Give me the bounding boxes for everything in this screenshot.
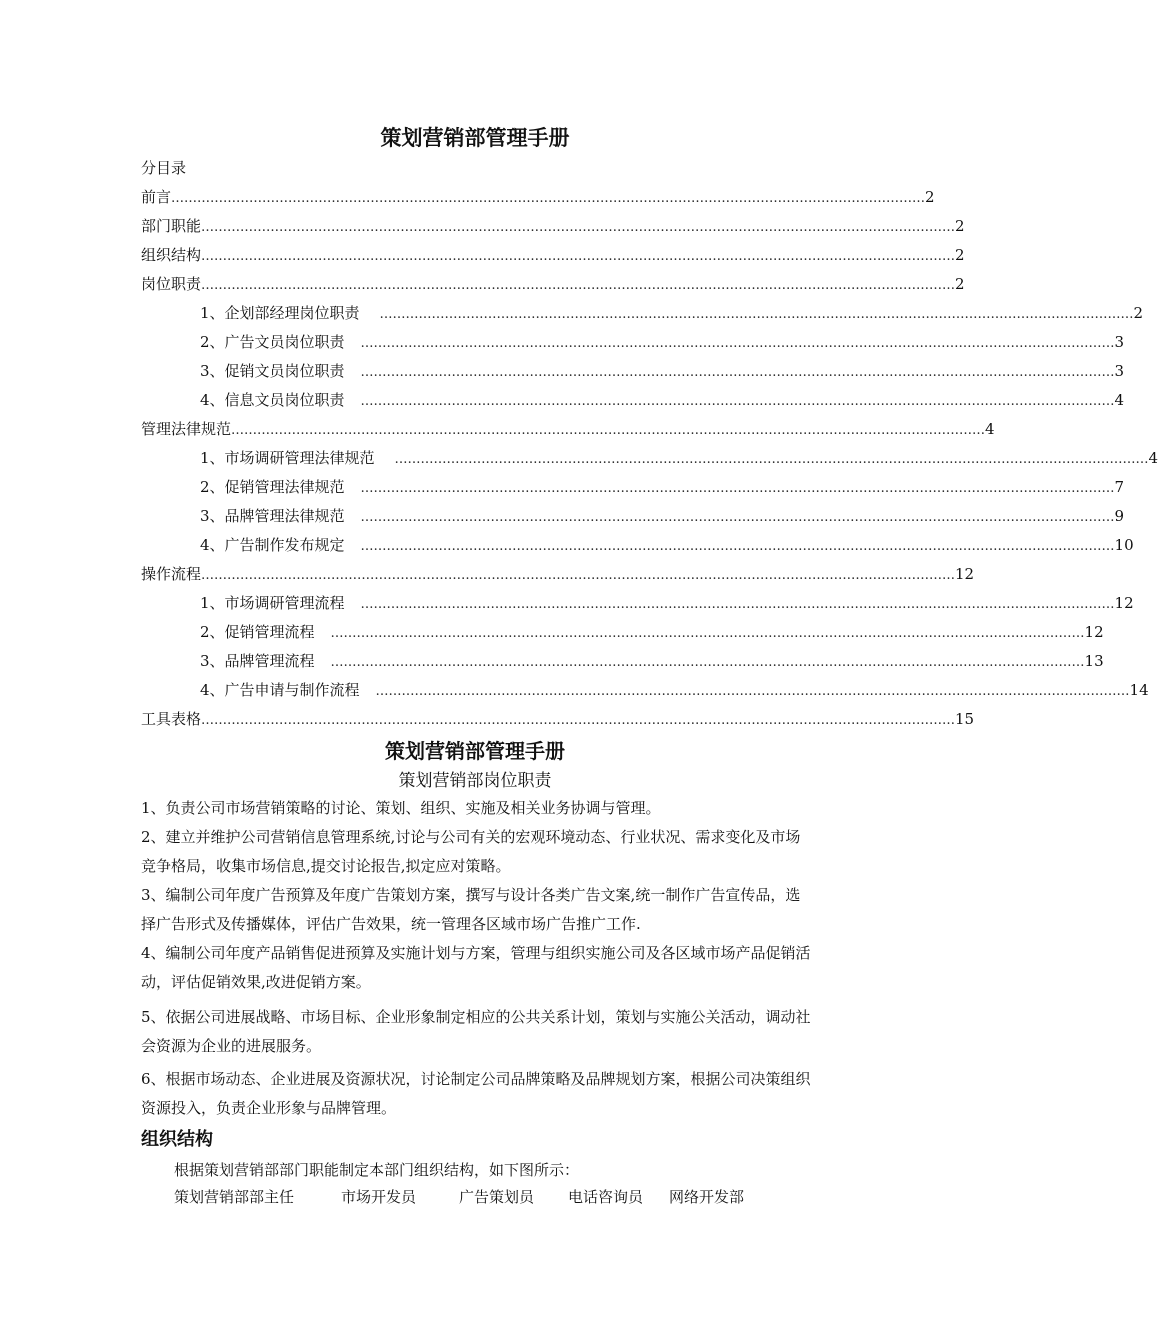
toc-leader-dots: ………………………………………………………………………………………………………………………………………………………… xyxy=(360,510,1115,525)
toc-entry-label: 1、市场调研管理流程 xyxy=(200,594,345,612)
toc-page-number: 13 xyxy=(1084,652,1104,670)
toc-entry-label: 管理法律规范 xyxy=(141,420,232,438)
duty-paragraph-2: 2、建立并维护公司营销信息管理系统,讨论与公司有关的宏观环境动态、行业状况、需求变化及市场竞争格局，收集市场信息,提交讨论报告,拟定应对策略。 xyxy=(141,828,801,875)
toc-leader-dots: ………………………………………………………………………………………………………………………………………………………… xyxy=(379,307,1134,322)
toc-page-number: 12 xyxy=(955,565,975,583)
org-structure-heading: 组织结构 xyxy=(141,1129,213,1150)
toc-entry[interactable] xyxy=(200,650,1104,670)
toc-entry[interactable] xyxy=(200,360,1125,380)
toc-entry[interactable] xyxy=(200,679,1149,699)
toc-leader-dots: ………………………………………………………………………………………………………………………………………………………… xyxy=(201,220,956,235)
section-subtitle: 策划营销部岗位职责 xyxy=(398,771,552,791)
toc-entry-label: 组织结构 xyxy=(141,246,202,264)
toc-page-number: 15 xyxy=(955,710,975,728)
toc-page-number: 2 xyxy=(925,188,935,206)
toc-entry-label: 2、促销管理法律规范 xyxy=(200,478,345,496)
toc-entry[interactable] xyxy=(200,389,1125,409)
org-role: 电话咨询员 xyxy=(568,1188,644,1206)
toc-entry[interactable] xyxy=(200,534,1134,554)
duty-paragraph-1: 1、负责公司市场营销策略的讨论、策划、组织、实施及相关业务协调与管理。 xyxy=(141,799,661,817)
toc-page-number: 3 xyxy=(1114,362,1125,380)
toc-entry[interactable] xyxy=(141,215,965,235)
toc-entry-label: 1、市场调研管理法律规范 xyxy=(200,449,375,467)
toc-entry[interactable] xyxy=(141,563,975,583)
toc-entry-label: 工具表格 xyxy=(141,710,202,728)
toc-page-number: 2 xyxy=(1133,304,1144,322)
duty-paragraph-4: 4、编制公司年度产品销售促进预算及实施计划与方案，管理与组织实施公司及各区域市场产品促销活动，评估促销效果,改进促销方案。 xyxy=(141,944,811,991)
toc-leader-dots: ………………………………………………………………………………………………………………………………………………………… xyxy=(394,452,1149,467)
toc-entry-label: 岗位职责 xyxy=(141,275,202,293)
toc-entry[interactable] xyxy=(200,331,1125,351)
toc-page-number: 4 xyxy=(985,420,995,438)
toc-page-number: 14 xyxy=(1129,681,1149,699)
toc-page-number: 10 xyxy=(1114,536,1134,554)
toc-entry-label: 前言 xyxy=(141,188,172,206)
toc-entry[interactable] xyxy=(200,592,1134,612)
toc-page-number: 9 xyxy=(1114,507,1125,525)
toc-heading: 分目录 xyxy=(141,159,187,177)
toc-entry[interactable] xyxy=(141,244,965,264)
toc-entry-label: 2、促销管理流程 xyxy=(200,623,315,641)
toc-entry-label: 部门职能 xyxy=(141,217,202,235)
document-title: 策划营销部管理手册 xyxy=(380,126,570,150)
toc-entry-label: 1、企划部经理岗位职责 xyxy=(200,304,360,322)
toc-entry[interactable] xyxy=(200,621,1104,641)
toc-leader-dots: ………………………………………………………………………………………………………………………………………………………… xyxy=(375,684,1130,699)
toc-entry-label: 3、品牌管理法律规范 xyxy=(200,507,345,525)
toc-entry[interactable] xyxy=(200,447,1158,467)
toc-entry-label: 操作流程 xyxy=(141,565,202,583)
toc-leader-dots: ………………………………………………………………………………………………………………………………………………………… xyxy=(360,336,1115,351)
toc-entry[interactable] xyxy=(141,186,935,206)
toc-leader-dots: ………………………………………………………………………………………………………………………………………………………… xyxy=(330,655,1085,670)
toc-entry[interactable] xyxy=(200,505,1125,525)
toc-leader-dots: ………………………………………………………………………………………………………………………………………………………… xyxy=(360,481,1115,496)
toc-leader-dots: ………………………………………………………………………………………………………………………………………………………… xyxy=(360,597,1115,612)
org-structure-intro: 根据策划营销部部门职能制定本部门组织结构，如下图所示： xyxy=(174,1161,580,1179)
toc-entry-label: 3、促销文员岗位职责 xyxy=(200,362,345,380)
toc-leader-dots: ………………………………………………………………………………………………………………………………………………………… xyxy=(201,278,956,293)
section-title: 策划营销部管理手册 xyxy=(385,739,565,763)
toc-entry[interactable] xyxy=(141,418,995,438)
toc-page-number: 2 xyxy=(955,217,965,235)
toc-entry-label: 2、广告文员岗位职责 xyxy=(200,333,345,351)
toc-leader-dots: ………………………………………………………………………………………………………………………………………………………… xyxy=(231,423,986,438)
org-role: 策划营销部部主任 xyxy=(174,1188,295,1206)
toc-leader-dots: ………………………………………………………………………………………………………………………………………………………… xyxy=(360,365,1115,380)
duty-paragraph-6: 6、根据市场动态、企业进展及资源状况，讨论制定公司品牌策略及品牌规划方案，根据公司决策组织资源投入，负责企业形象与品牌管理。 xyxy=(141,1070,811,1117)
toc-entry[interactable] xyxy=(200,476,1125,496)
org-role: 市场开发员 xyxy=(341,1188,417,1206)
org-role: 网络开发部 xyxy=(669,1188,745,1206)
org-role: 广告策划员 xyxy=(459,1188,535,1206)
toc-leader-dots: ………………………………………………………………………………………………………………………………………………………… xyxy=(171,191,926,206)
toc-page-number: 2 xyxy=(955,275,965,293)
toc-leader-dots: ………………………………………………………………………………………………………………………………………………………… xyxy=(360,394,1115,409)
toc-page-number: 2 xyxy=(955,246,965,264)
toc-leader-dots: ………………………………………………………………………………………………………………………………………………………… xyxy=(201,249,956,264)
toc-entry-label: 4、广告制作发布规定 xyxy=(200,536,345,554)
toc-leader-dots: ………………………………………………………………………………………………………………………………………………………… xyxy=(201,568,956,583)
toc-page-number: 7 xyxy=(1114,478,1125,496)
toc-page-number: 4 xyxy=(1148,449,1158,467)
toc-entry-label: 4、信息文员岗位职责 xyxy=(200,391,345,409)
duty-paragraph-3: 3、编制公司年度广告预算及年度广告策划方案，撰写与设计各类广告文案,统一制作广告宣传品，选择广告形式及传播媒体，评估广告效果，统一管理各区域市场广告推广工作. xyxy=(141,886,801,933)
toc-leader-dots: ………………………………………………………………………………………………………………………………………………………… xyxy=(360,539,1115,554)
toc-entry-label: 3、品牌管理流程 xyxy=(200,652,315,670)
toc-page-number: 12 xyxy=(1114,594,1134,612)
toc-leader-dots: ………………………………………………………………………………………………………………………………………………………… xyxy=(330,626,1085,641)
toc-page-number: 4 xyxy=(1114,391,1125,409)
toc-entry[interactable] xyxy=(200,302,1144,322)
toc-entry[interactable] xyxy=(141,708,975,728)
toc-entry-label: 4、广告申请与制作流程 xyxy=(200,681,360,699)
toc-leader-dots: ………………………………………………………………………………………………………………………………………………………… xyxy=(201,713,956,728)
duty-paragraph-5: 5、依据公司进展战略、市场目标、企业形象制定相应的公共关系计划，策划与实施公关活动，调动社会资源为企业的进展服务。 xyxy=(141,1008,811,1055)
toc-page-number: 12 xyxy=(1084,623,1104,641)
toc-entry[interactable] xyxy=(141,273,965,293)
toc-page-number: 3 xyxy=(1114,333,1125,351)
